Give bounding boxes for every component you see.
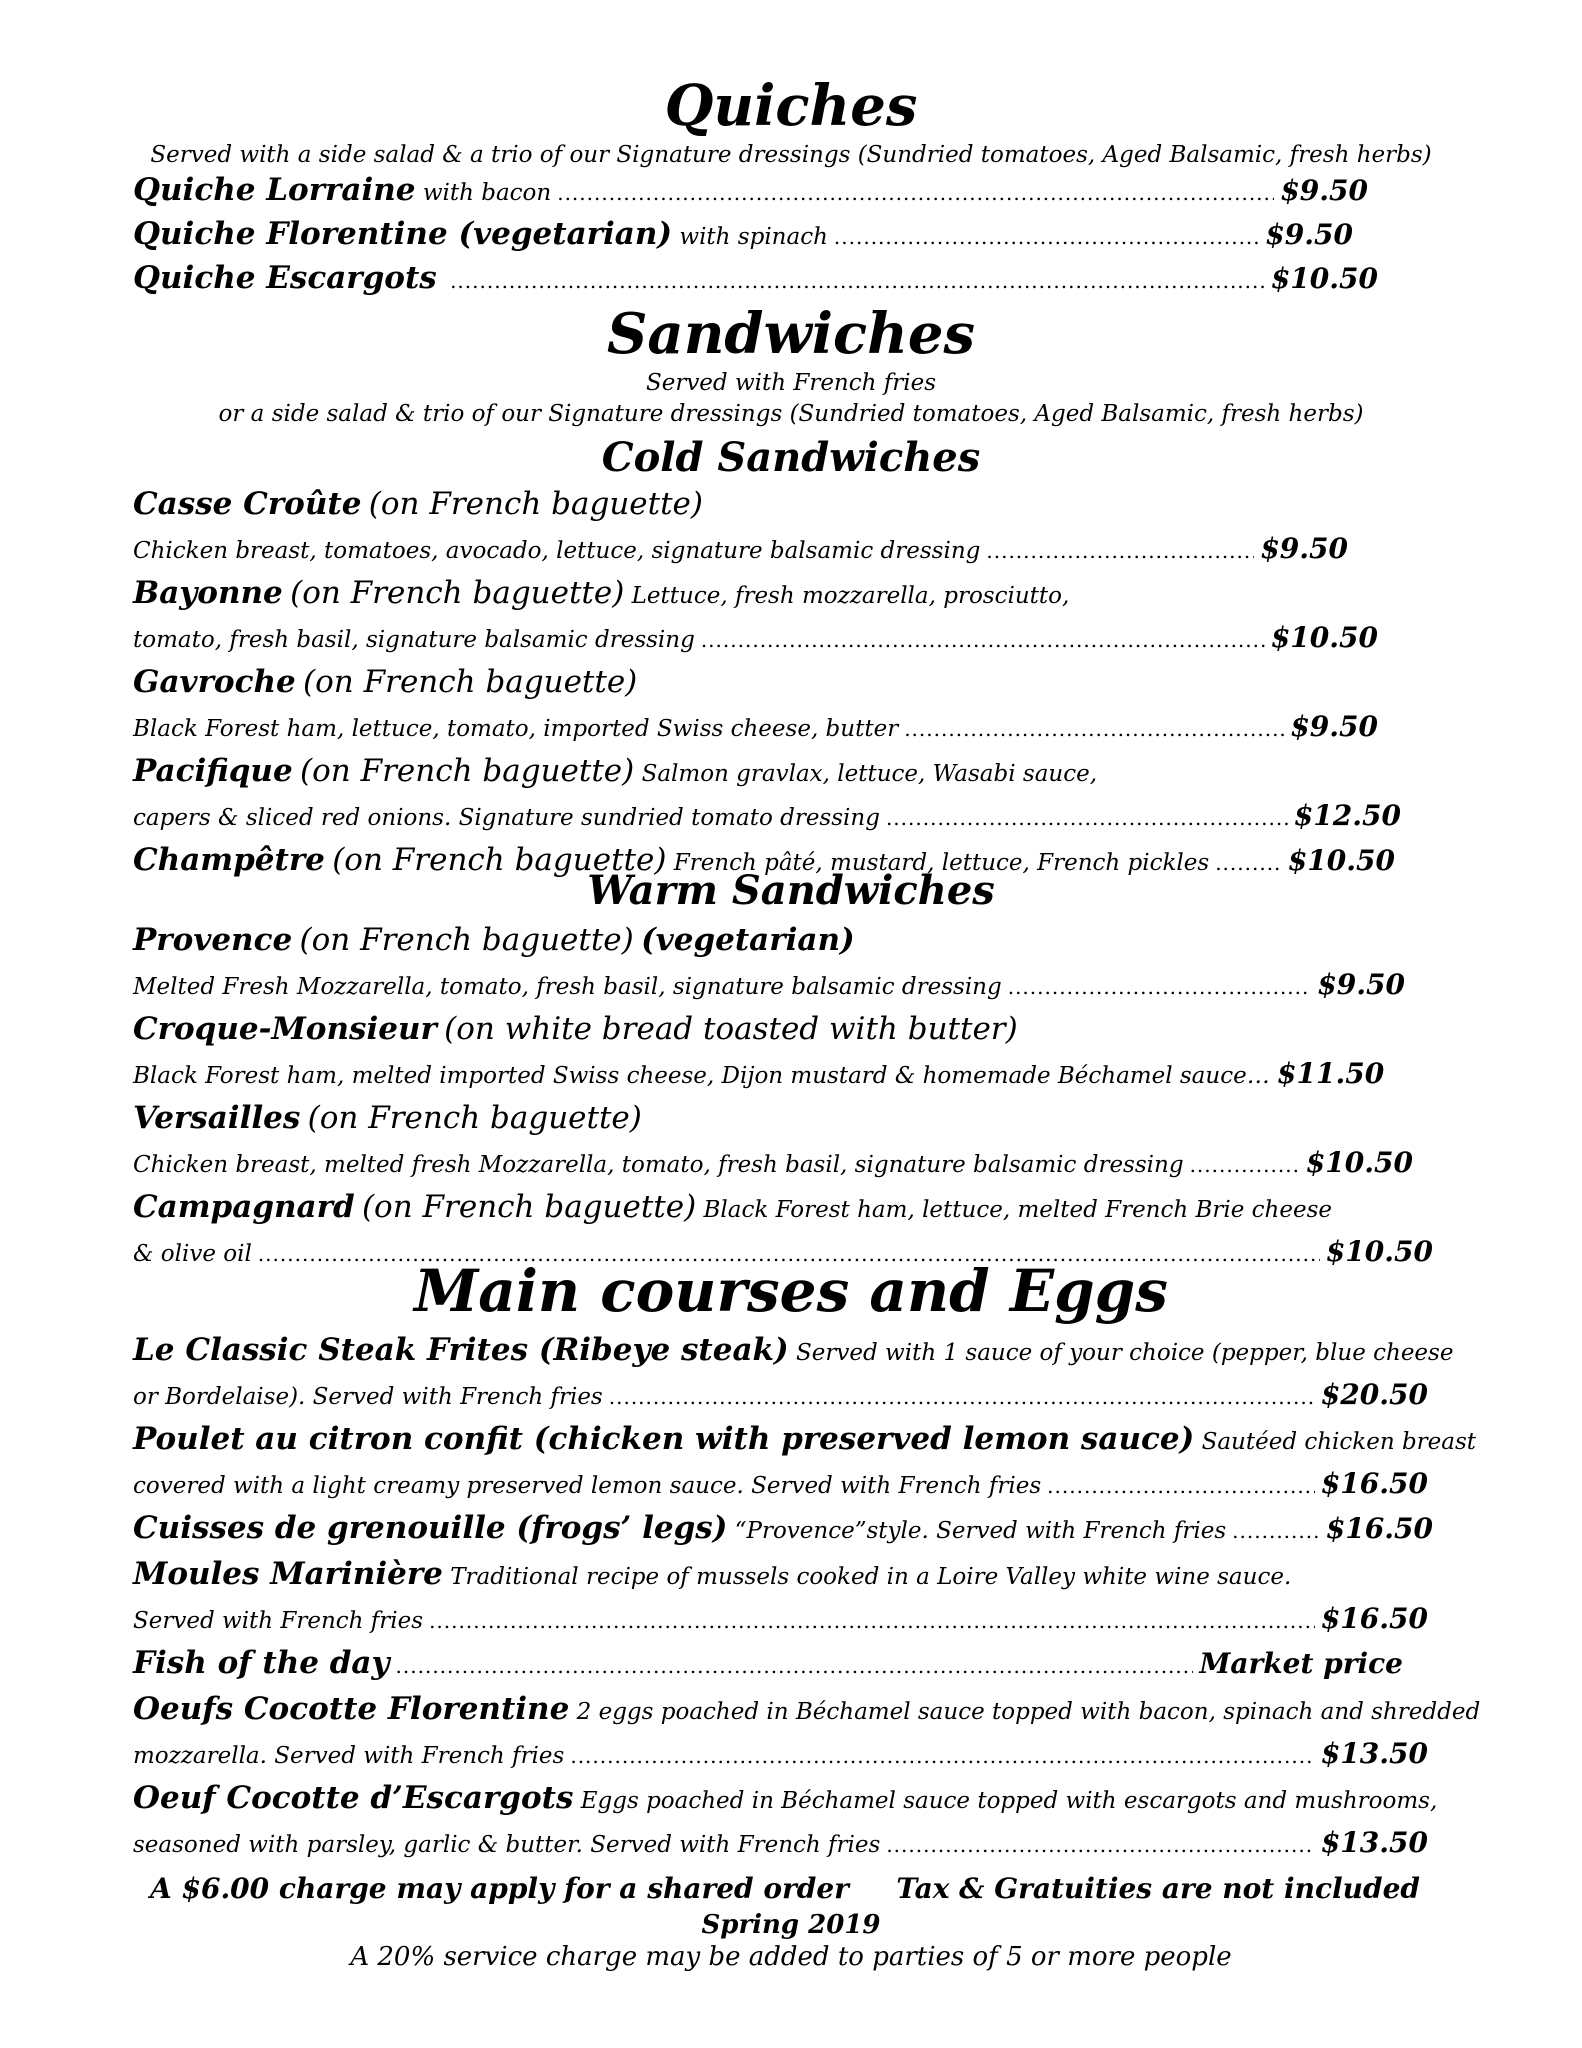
item-name: Croque-Monsieur [133, 1011, 437, 1047]
item-name: Provence [133, 922, 293, 958]
menu-item-detail [133, 1826, 1428, 1859]
menu-item-detail [133, 1146, 1413, 1179]
item-desc: Lettuce, fresh mozzarella, prosciutto, [631, 583, 1070, 609]
cold-sandwich-list [133, 486, 1401, 878]
menu-item-detail [133, 532, 1348, 565]
item-tag: (vegetarian) [641, 922, 855, 958]
menu-item [133, 216, 1353, 252]
menu-item-header [133, 1189, 1433, 1225]
item-bread: (on French baguette) [299, 922, 634, 958]
item-desc: tomato, fresh basil, signature balsamic dressing [133, 627, 695, 653]
item-price: $10.50 [1270, 621, 1378, 654]
item-bread: (on French baguette) [290, 575, 625, 611]
item-desc: seasoned with parsley, garlic & butter. Served with French fries [133, 1832, 881, 1858]
sandwiches-subtitle-2: or a side salad & trio of our Signature dressings (Sundried tomatoes, Aged Balsamic, fresh herbs) [218, 401, 1364, 427]
item-name: Le Classic Steak Frites (Ribeye steak) [133, 1332, 789, 1368]
menu-item [133, 1645, 1403, 1681]
item-name: Pacifique [133, 753, 293, 789]
main-courses-title: Main courses and Eggs [414, 1257, 1168, 1325]
item-desc: covered with a light creamy preserved lemon sauce. Served with French fries [133, 1473, 1042, 1499]
item-bread: (on French baguette) [300, 753, 635, 789]
menu-item-detail [133, 1378, 1428, 1411]
item-price: $10.50 [1325, 1235, 1433, 1268]
item-price: $13.50 [1320, 1737, 1428, 1770]
item-bread: (on French baguette) [303, 664, 638, 700]
menu-item-header [133, 1100, 1433, 1136]
menu-item [133, 172, 1368, 208]
quiche-list [133, 172, 1378, 296]
item-price: $12.50 [1293, 799, 1401, 832]
menu-item-detail [133, 799, 1401, 832]
item-desc: Served with 1 sauce of your choice (pepper, blue cheese [796, 1340, 1454, 1366]
item-price: $16.50 [1320, 1602, 1428, 1635]
warm-sandwiches-title: Warm Sandwiches [587, 867, 995, 914]
item-bread: (on white bread toasted with butter) [444, 1011, 1018, 1047]
item-desc: & olive oil [133, 1241, 252, 1267]
item-name: Campagnard [133, 1189, 355, 1225]
season-label: Spring 2019 [701, 1910, 881, 1940]
menu-item-detail [133, 621, 1378, 654]
item-name: Bayonne [133, 575, 283, 611]
sandwiches-subtitle-1: Served with French fries [645, 370, 937, 396]
menu-item-detail [133, 968, 1405, 1001]
item-name: Moules Marinière [133, 1556, 443, 1592]
item-desc: Black Forest ham, lettuce, tomato, imported Swiss cheese, butter [133, 716, 899, 742]
item-desc: with bacon [422, 180, 552, 206]
item-desc: Chicken breast, melted fresh Mozzarella, tomato, fresh basil, signature balsamic dressing [133, 1152, 1184, 1178]
item-desc: Chicken breast, tomatoes, avocado, lettuce, signature balsamic dressing [133, 538, 981, 564]
item-price: $20.50 [1320, 1378, 1428, 1411]
item-price: $11.50 [1277, 1057, 1385, 1090]
item-desc: Traditional recipe of mussels cooked in a Loire Valley white wine sauce. [450, 1564, 1292, 1590]
item-price: $10.50 [1287, 844, 1395, 877]
item-desc: French pâté, mustard, lettuce, French pickles [673, 850, 1210, 876]
menu-item-detail [133, 1737, 1428, 1770]
menu-item-header [133, 1691, 1480, 1727]
menu-item-detail [133, 710, 1378, 743]
item-price: $9.50 [1317, 968, 1405, 1001]
warm-sandwich-list [133, 922, 1433, 1268]
item-bread: (on French baguette) [368, 486, 703, 522]
item-desc: Salmon gravlax, lettuce, Wasabi sauce, [641, 761, 1098, 787]
item-price: $16.50 [1325, 1512, 1433, 1545]
menu-item [133, 260, 1378, 296]
item-desc: Served with French fries [133, 1608, 424, 1634]
menu-item-detail [133, 1467, 1428, 1500]
menu-item-header [133, 1780, 1480, 1816]
item-price: $13.50 [1320, 1826, 1428, 1859]
item-price: Market price [1199, 1647, 1403, 1680]
item-name: Oeufs Cocotte Florentine [133, 1691, 570, 1727]
item-name: Versailles [133, 1100, 301, 1136]
item-price: $16.50 [1320, 1467, 1428, 1500]
quiches-title: Quiches [664, 73, 918, 139]
item-price: $9.50 [1260, 532, 1348, 565]
menu-item-header [133, 1011, 1433, 1047]
item-name: Quiche Escargots [133, 260, 437, 296]
menu-item-header [133, 1332, 1480, 1368]
item-bread: (on French baguette) [307, 1100, 642, 1136]
tax-note: Tax & Gratuities are not included [896, 1872, 1420, 1905]
cold-sandwiches-title: Cold Sandwiches [601, 434, 981, 481]
item-desc: Black Forest ham, lettuce, melted French Brie cheese [703, 1197, 1333, 1223]
item-desc: capers & sliced red onions. Signature sundried tomato dressing [133, 805, 880, 831]
item-desc: Sautéed chicken breast [1201, 1429, 1477, 1455]
menu-item-header [133, 922, 1433, 958]
menu-item-header [133, 575, 1401, 611]
quiches-subtitle: Served with a side salad & a trio of our Signature dressings (Sundried tomatoes, Aged Balsamic, fresh herbs) [150, 142, 1432, 168]
item-name: Casse Croûte [133, 486, 362, 522]
item-desc: Eggs poached in Béchamel sauce topped with escargots and mushrooms, [580, 1788, 1438, 1814]
item-name: Cuisses de grenouille (frogs’ legs) [133, 1510, 728, 1546]
item-price: $9.50 [1265, 218, 1353, 251]
item-desc: mozzarella. Served with French fries [133, 1743, 565, 1769]
menu-item-header [133, 1421, 1480, 1457]
menu-item-header [133, 486, 1401, 522]
item-bread: (on French baguette) [332, 842, 667, 878]
main-course-list [133, 1332, 1480, 1859]
menu-item [133, 1510, 1433, 1546]
item-price: $9.50 [1280, 174, 1368, 207]
item-name: Fish of the day [133, 1645, 390, 1681]
sandwiches-title: Sandwiches [606, 301, 976, 367]
service-charge-note: A 20% service charge may be added to parties of 5 or more people [350, 1942, 1232, 1972]
item-name: Oeuf Cocotte d’Escargots [133, 1780, 574, 1816]
menu-item-detail [133, 1057, 1413, 1090]
item-desc: “Provence”style. Served with French fries [734, 1518, 1227, 1544]
menu-item-header [133, 1556, 1480, 1592]
item-name: Quiche Florentine (vegetarian) [133, 216, 673, 252]
menu-item-detail [133, 1602, 1428, 1635]
menu-item-header [133, 664, 1401, 700]
item-desc: 2 eggs poached in Béchamel sauce topped with bacon, spinach and shredded [576, 1699, 1481, 1725]
item-name: Champêtre [133, 842, 325, 878]
item-desc: Black Forest ham, melted imported Swiss cheese, Dijon mustard & homemade Béchamel sauce… [133, 1063, 1270, 1089]
item-name: Quiche Lorraine [133, 172, 416, 208]
item-price: $9.50 [1290, 710, 1378, 743]
footer-notes [150, 1872, 1420, 1905]
menu-item-header [133, 753, 1401, 789]
item-desc: with spinach [679, 224, 828, 250]
item-price: $10.50 [1270, 262, 1378, 295]
item-name: Gavroche [133, 664, 296, 700]
item-desc: Melted Fresh Mozzarella, tomato, fresh basil, signature balsamic dressing [133, 974, 1002, 1000]
item-bread: (on French baguette) [361, 1189, 697, 1225]
item-name: Poulet au citron confit (chicken with preserved lemon sauce) [133, 1421, 1195, 1457]
item-price: $10.50 [1305, 1146, 1413, 1179]
shared-order-note: A $6.00 charge may apply for a shared order [150, 1872, 849, 1905]
item-desc: or Bordelaise). Served with French fries [133, 1384, 603, 1410]
